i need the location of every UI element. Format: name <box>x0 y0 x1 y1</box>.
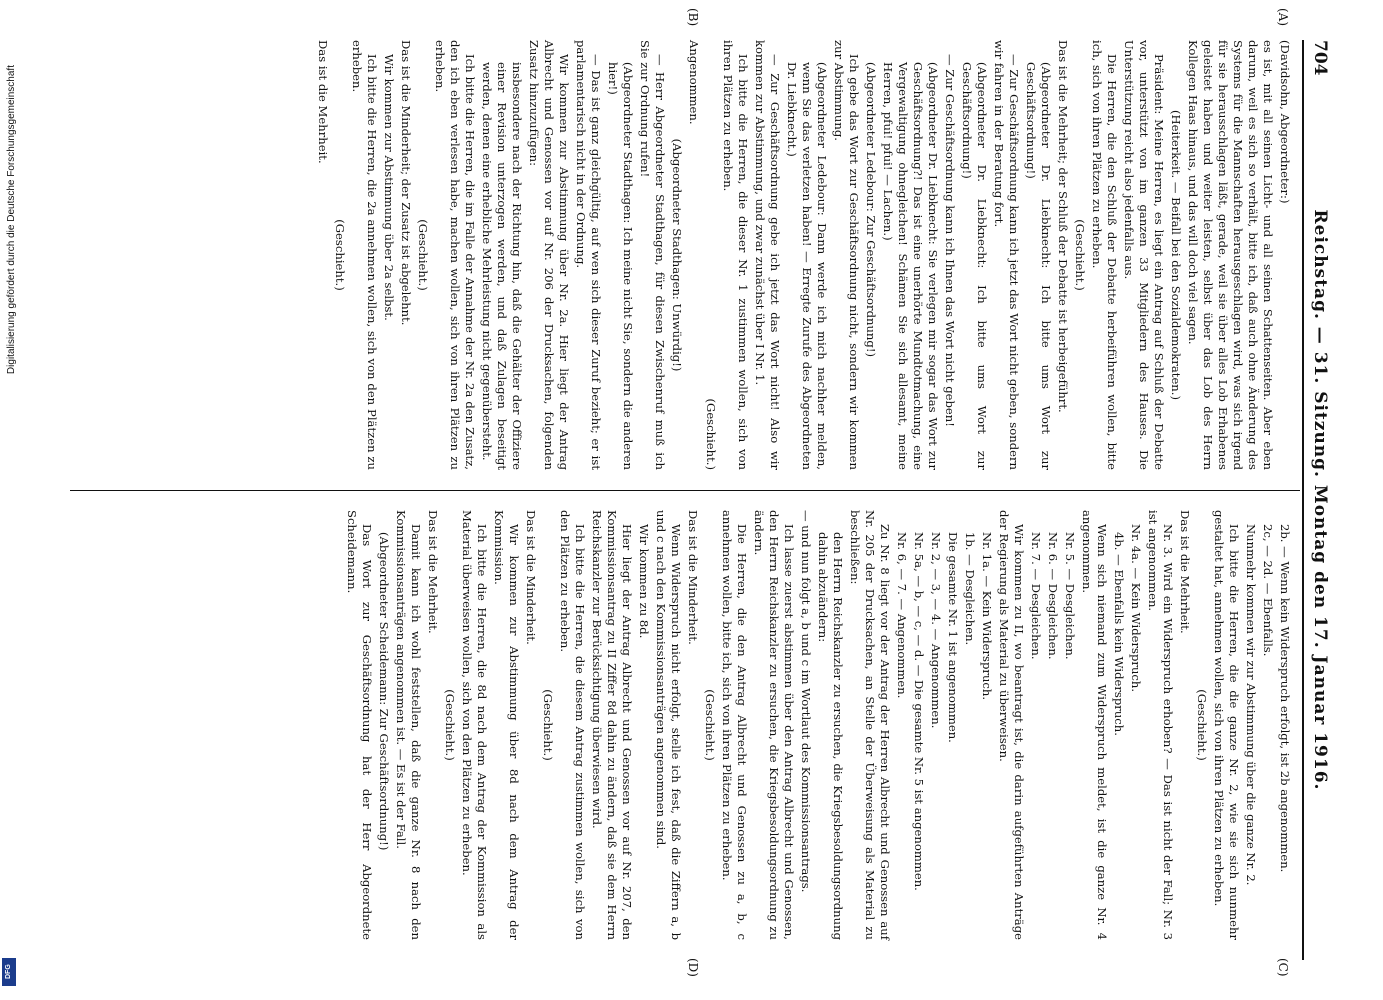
paragraph: — und nun folgt a, b und c im Wortlaut des Kommissionsantrags. <box>799 510 813 893</box>
paragraph: Nr. 3. Wird ein Widerspruch erhoben? — Das ist nicht der Fall; Nr. 3 ist angenommen. <box>1146 510 1175 940</box>
paragraph: Die Herren, die den Schluß der Debatte herbeiführen wollen, bitte ich, sich von ihren Plätzen zu erheben. <box>1090 40 1119 470</box>
paragraph: Ich lasse zuerst abstimmen über den Antrag Albrecht und Genossen, den Herrn Reichskanzler zu ersuchen, die Kriegsbesoldungsordnung zu ändern. <box>752 510 796 940</box>
paragraph: Zu Nr. 8 liegt vor der Antrag der Herren Albrecht und Genossen auf Nr. 205 der Drucksachen, an Stelle der Überweisung als Material zu beschließen: <box>848 510 892 940</box>
paragraph: Nunmehr kommen wir zur Abstimmung über die ganze Nr. 2. <box>1244 524 1258 886</box>
paragraph: (Abgeordneter Scheidemann: Zur Geschäftsordnung!) <box>377 532 391 851</box>
paragraph: Ich bitte die Herren, die dieser Nr. 1 zustimmen wollen, sich von ihren Plätzen zu erheben. <box>721 40 750 470</box>
column-divider <box>70 490 1300 491</box>
margin-mark-d: (D) <box>686 958 700 977</box>
paragraph: den Herrn Reichskanzler zu ersuchen, die Kriegsbesoldungsordnung dahin abzuändern: <box>816 532 845 940</box>
paragraph: — Zur Geschäftsordnung gebe ich jetzt das Wort nicht! Also wir kommen zur Abstimmung, und zwar zunächst über I Nr. 1. <box>753 40 782 470</box>
paragraph: Wir kommen zur Abstimmung über 8d nach dem Antrag der Kommission. <box>492 510 521 940</box>
paragraph: Das ist die Minderheit. <box>524 510 538 645</box>
paragraph: Wir kommen zu II, wo beantragt ist, die darin aufgeführten Anträge der Regierung als Material zu überweisen. <box>997 510 1026 940</box>
paragraph: Ich bitte die Herren, die 2a annehmen wollen, sich von den Plätzen zu erheben. <box>350 40 379 470</box>
margin-mark-b: (B) <box>686 8 700 27</box>
paragraph: Die gesamte Nr. 1 ist angenommen. <box>946 532 960 743</box>
paragraph: Ich bitte die Herren, die im Falle der Annahme der Nr. 2a den Zusatz, den ich eben verlesen habe, machen wollen, sich von ihren Plätzen zu erheben. <box>433 40 477 470</box>
paragraph: — Herr Abgeordneter Stadthagen, für diesen Zwischenruf muß ich Sie zur Ordnung rufen! <box>638 40 667 470</box>
paragraph: Wir kommen zu 8d. <box>637 524 651 639</box>
paragraph: (Abgeordneter Stadthagen: Unwürdig!) <box>670 138 684 372</box>
paragraph: (Geschieht.) <box>704 398 718 470</box>
paragraph: Nr. 6. — Desgleichen. <box>1046 532 1060 660</box>
paragraph: Ich bitte die Herren, die 8d nach dem Antrag der Kommission als Material überweisen wollen, sich von den Plätzen zu erheben. <box>460 510 489 940</box>
page-title: Reichstag. — 31. Sitzung. Montag den 17. Januar 1916. <box>1310 209 1330 791</box>
paragraph: Ich bitte die Herren, die die ganze Nr. 2, wie sie sich nunmehr gestaltet hat, annehmen wollen, sich von ihren Plätzen zu erheben. <box>1212 510 1241 940</box>
paragraph: Hier liegt der Antrag Albrecht und Genossen vor auf Nr. 207, den Kommissionsantrag zu II Ziffer 8d dahin zu ändern, daß sie dem Herrn Reichskanzler zur Berücksichtigung überwiesen wird. <box>590 510 634 940</box>
paragraph: Nr. 7. — Desgleichen. <box>1029 532 1043 660</box>
margin-mark-c: (C) <box>1276 958 1290 977</box>
paragraph: Wir kommen zur Abstimmung über Nr. 2a. Hier liegt der Antrag Albrecht und Genossen vor auf Nr. 206 der Drucksachen, folgenden Zusatz hinzuzufügen: <box>527 40 571 470</box>
funding-credit: Digitalisierung gefördert durch die Deutsche Forschungsgemeinschaft <box>6 65 17 375</box>
paragraph: — Das ist ganz gleichgültig, auf wen sich dieser Zuruf bezieht; er ist parlamentarisch nicht in der Ordnung. <box>574 40 603 470</box>
right-column <box>342 510 1292 940</box>
paragraph: — Zur Geschäftsordnung kann ich Ihnen das Wort nicht geben! <box>943 54 957 427</box>
paragraph: (Geschieht.) <box>1073 219 1087 291</box>
paragraph: Das ist die Minderheit; der Zusatz ist abgelehnt. <box>399 40 413 326</box>
paragraph: (Abgeordneter Ledebour: Dann werde ich mich nachher melden, wenn Sie das verletzen haben! — Erregte Zurufe des Abgeordneten Dr. Liebknecht.) <box>785 62 829 470</box>
paragraph: (Geschieht.) <box>443 689 457 761</box>
paragraph: Ich bitte die Herren, die diesem Antrag zustimmen wollen, sich von den Plätzen zu erheben. <box>558 510 587 940</box>
paragraph: (Abgeordneter Stadthagen: Ich meine nicht Sie, sondern die anderen hier!) <box>606 62 635 470</box>
page-number: 704 <box>1310 40 1330 76</box>
paragraph: Wir kommen zur Abstimmung über 2a selbst. <box>382 54 396 321</box>
paragraph: (Geschieht.) <box>1195 689 1209 761</box>
rotated-document-page <box>50 0 1340 1000</box>
paragraph: Das ist die Minderheit. <box>686 510 700 645</box>
paragraph: (Abgeordneter Dr. Liebknecht: Sie verlegen mir sogar das Wort zur Geschäftsordnung?! Das ist eine unerhörte Mundtotmachung, eine Vergewaltigung ohnegleichen! Schämen Sie sich allesamt, meine Herren, pfui! pfui! — Lachen.) <box>881 62 940 470</box>
paragraph: — Zur Geschäftsordnung kann ich jetzt das Wort nicht geben, sondern wir fahren in der Beratung fort. <box>992 40 1021 470</box>
page-header <box>1302 40 1330 960</box>
paragraph: (Geschieht.) <box>703 689 717 761</box>
paragraph: Nr. 4a. — Kein Widerspruch. <box>1129 524 1143 693</box>
paragraph: es ist, mit all seinen Licht- und all seinen Schattenseiten. Aber eben darum, weil es sich so verhält, bitte ich, daß auch ohne Änderung des Systems für die Mannschaften herausgeschlagen wird, was sich irgend für sie herausschlagen läßt, gerade, weil sie über alles Lob Erhabenes geleistet haben und weiter leisten, selbst über das Lob des Herrn Kollegen Haas hinaus, und das will doch viel sagen. <box>1186 40 1275 470</box>
paragraph: Die Herren, die den Antrag Albrecht und Genossen zu a, b, c annehmen wollen, bitte ich, sich von ihren Plätzen zu erheben. <box>720 510 749 940</box>
paragraph: 1b. — Desgleichen. <box>963 532 977 646</box>
paragraph: (Abgeordneter Dr. Liebknecht: Ich bitte ums Wort zur Geschäftsordnung!) <box>960 62 989 470</box>
paragraph: Damit kann ich wohl feststellen, daß die ganze Nr. 8 nach den Kommissionsanträgen angenommen ist. — Es ist der Fall. <box>394 510 423 940</box>
paragraph: Ich gebe das Wort zur Geschäftsordnung nicht, sondern wir kommen zur Abstimmung. <box>832 40 861 470</box>
paragraph: Wenn Widerspruch nicht erfolgt, stelle ich fest, daß die Ziffern a, b und c nach den Kommissionsanträgen angenommen sind. <box>654 510 683 940</box>
paragraph: Nr. 5. — Desgleichen. <box>1063 532 1077 660</box>
paragraph: Das ist die Mehrheit. <box>1178 510 1192 634</box>
paragraph: (Davidsohn, Abgeordneter:) <box>1278 40 1292 204</box>
paragraph: (Geschieht.) <box>541 689 555 761</box>
paragraph: Nr. 6, — 7. — Angenommen. <box>895 532 909 699</box>
paragraph: Das ist die Mehrheit; der Schluß der Debatte ist herbeigeführt. <box>1056 40 1070 413</box>
paragraph: 2c, — 2d. — Ebenfalls. <box>1261 524 1275 657</box>
paragraph: Nr. 1a. — Kein Widerspruch. <box>980 532 994 701</box>
paragraph: insbesondere nach der Richtung hin, daß die Gehälter der Offiziere einer Revision unterzogen werden, und daß Zulagen beseitigt werden, denen eine erhebliche Mehrleistung nicht gegenübersteht. <box>480 62 524 470</box>
paragraph: Wenn sich niemand zum Widerspruch meldet, ist die ganze Nr. 4 angenommen. <box>1080 510 1109 940</box>
paragraph: Angenommen. <box>687 40 701 125</box>
paragraph: (Abgeordneter Dr. Liebknecht: Ich bitte ums Wort zur Geschäftsordnung!) <box>1024 62 1053 470</box>
paragraph: Nr. 5a, — b, — c, — d. — Die gesamte Nr. 5 ist angenommen. <box>912 532 926 891</box>
paragraph: (Geschieht.) <box>333 219 347 291</box>
paragraph: (Geschieht.) <box>416 219 430 291</box>
paragraph: 4b. — Ebenfalls kein Widerspruch. <box>1112 532 1126 736</box>
paragraph: 2b. — Wenn kein Widerspruch erfolgt, ist 2b angenommen. <box>1278 524 1292 873</box>
paragraph: Das ist die Mehrheit. <box>426 510 440 634</box>
paragraph: Nr. 2, — 3, — 4. — Angenommen. <box>929 532 943 729</box>
paragraph: (Abgeordneter Ledebour: Zur Geschäftsordnung!) <box>864 62 878 358</box>
paragraph: Das ist die Mehrheit. <box>316 40 330 164</box>
left-column <box>313 40 1292 470</box>
paragraph: Das Wort zur Geschäftsordnung hat der Herr Abgeordnete Scheidemann. <box>345 510 374 940</box>
margin-mark-a: (A) <box>1276 8 1290 27</box>
paragraph: (Heiterkeit. — Beifall bei den Sozialdemokraten.) <box>1169 110 1183 400</box>
dfg-logo: DFG <box>2 958 16 986</box>
digitization-footer <box>2 20 22 995</box>
paragraph: Präsident: Meine Herren, es liegt ein Antrag auf Schluß der Debatte vor, unterstützt von im ganzen 33 Mitgliedern des Hauses. Die Unterstützung reicht also jedenfalls aus. <box>1122 40 1166 470</box>
